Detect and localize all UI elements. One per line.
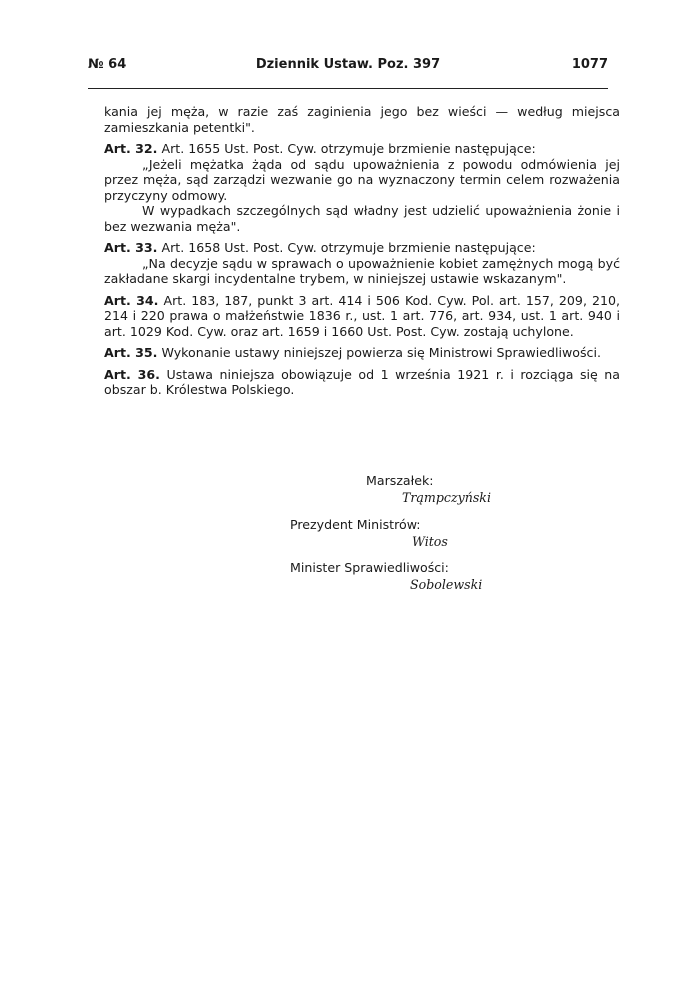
article-label: Art. 36. bbox=[104, 366, 160, 382]
article-34 bbox=[104, 293, 620, 340]
article-paragraph: W wypadkach szczególnych sąd władny jest udzielić upoważnienia żonie i bez wezwania męża". bbox=[104, 203, 620, 234]
article-33 bbox=[104, 240, 620, 287]
intro-paragraph: kania jej męża, w razie zaś zaginienia jego bez wieści — według miejsca zamieszkania petentki". bbox=[104, 104, 620, 135]
signature-title: Prezydent Ministrów: bbox=[290, 517, 421, 532]
signature-title: Minister Sprawiedliwości: bbox=[290, 560, 449, 575]
article-label: Art. 33. bbox=[104, 240, 158, 255]
article-36 bbox=[104, 367, 620, 398]
article-lead: Art. 183, 187, punkt 3 art. 414 i 506 Kod. Cyw. Pol. art. 157, 209, 210, 214 i 220 prawa o małżeństwie 1836 r., ust. 1 art. 776, art. 934, ust. 1 art. 940 i art. 1029 Kod. Cyw. oraz art. 1659 i 1660 Ust. Post. Cyw. zostają uchylone. bbox=[104, 292, 620, 339]
signature-name: Trąmpczyński bbox=[402, 490, 491, 505]
article-paragraph: „Jeżeli mężatka żąda od sądu upoważnienia z powodu odmówienia jej przez męża, sąd zarządzi wezwanie go na wyznaczony termin celem rozważenia przyczyny odmowy. bbox=[104, 156, 620, 203]
article-35 bbox=[104, 345, 620, 361]
header-rule bbox=[88, 88, 608, 89]
article-label: Art. 32. bbox=[104, 141, 158, 156]
document-body bbox=[104, 104, 620, 398]
article-label: Art. 35. bbox=[104, 345, 158, 360]
article-paragraph: „Na decyzje sądu w sprawach o upoważnienie kobiet zamężnych mogą być zakładane skargi incydentalne trybem, w niniejszej ustawie wskazanym". bbox=[104, 255, 620, 286]
signature-name: Sobolewski bbox=[410, 577, 483, 592]
signature-name: Witos bbox=[412, 534, 448, 549]
article-32 bbox=[104, 141, 620, 234]
journal-title: Dziennik Ustaw. Poz. 397 bbox=[255, 57, 441, 72]
article-label: Art. 34. bbox=[104, 292, 159, 308]
issue-number: № 64 bbox=[88, 57, 127, 72]
page-number: 1077 bbox=[571, 57, 608, 72]
page-header bbox=[88, 57, 608, 79]
article-lead: Wykonanie ustawy niniejszej powierza się Ministrowi Sprawiedliwości. bbox=[161, 345, 601, 360]
article-lead: Ustawa niniejsza obowiązuje od 1 września 1921 r. i rozciąga się na obszar b. Królestwa Polskiego. bbox=[104, 366, 620, 397]
article-lead: Art. 1658 Ust. Post. Cyw. otrzymuje brzmienie następujące: bbox=[161, 240, 536, 255]
signature-title: Marszałek: bbox=[366, 473, 434, 488]
article-lead: Art. 1655 Ust. Post. Cyw. otrzymuje brzmienie następujące: bbox=[161, 141, 536, 156]
